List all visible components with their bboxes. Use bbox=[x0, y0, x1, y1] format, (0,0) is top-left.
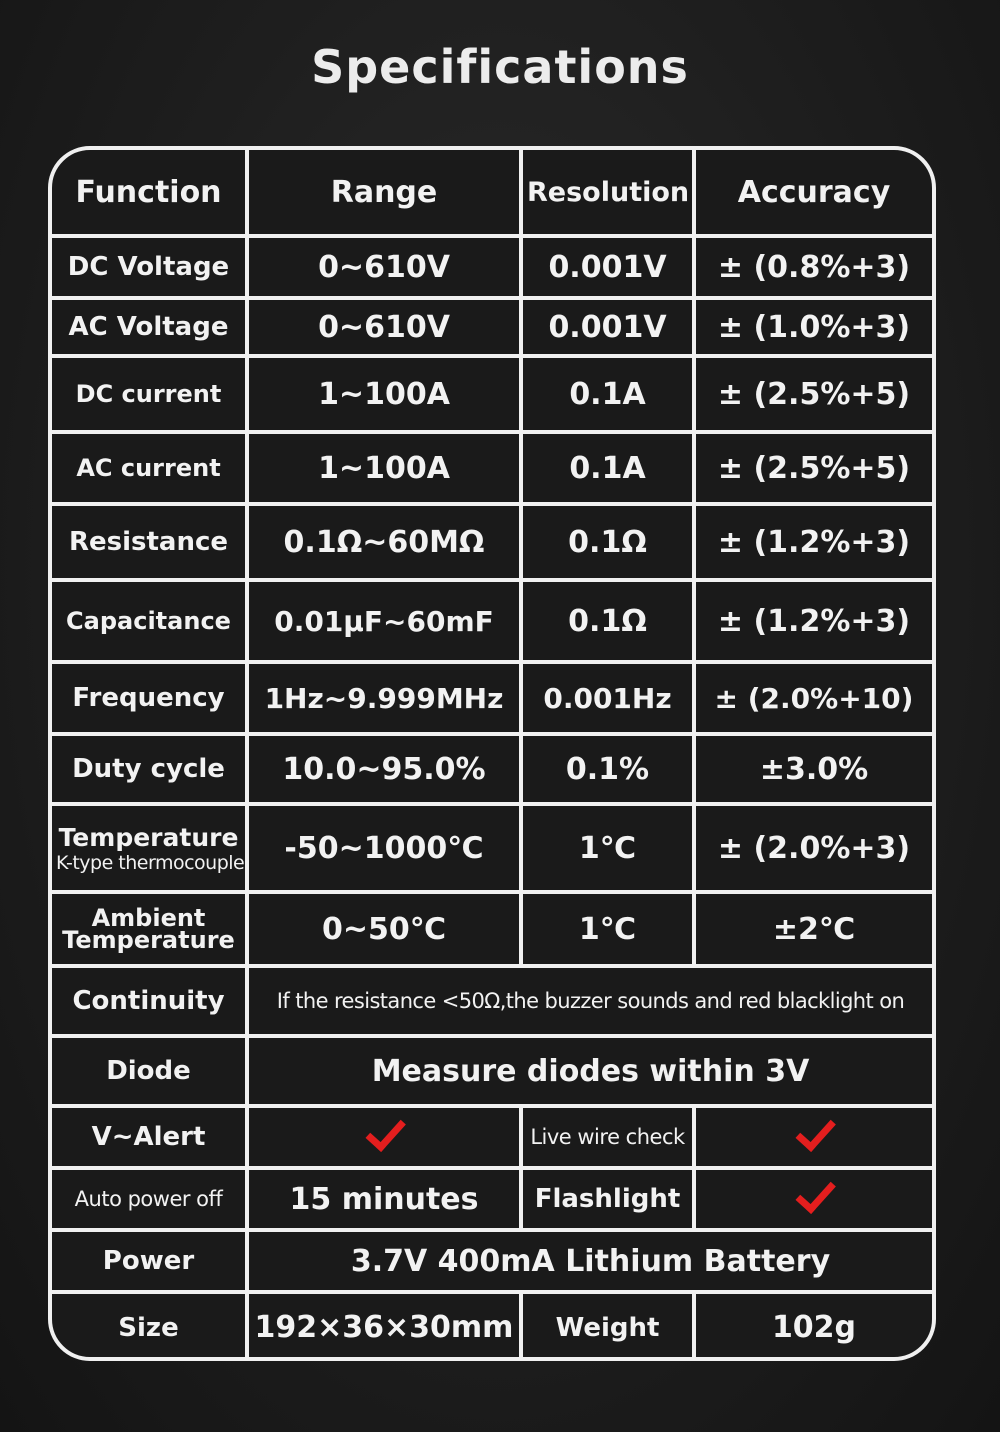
header-function: Function bbox=[52, 150, 247, 236]
table-header-row bbox=[52, 150, 932, 236]
function-cell: DC current bbox=[52, 356, 247, 432]
resolution-cell: 0.1% bbox=[521, 734, 694, 804]
resolution-cell: 0.1Ω bbox=[521, 580, 694, 662]
resolution-cell: 0.1A bbox=[521, 356, 694, 432]
continuity-description: If the resistance <50Ω,the buzzer sounds and red blacklight on bbox=[247, 966, 932, 1036]
range-cell: 0~610V bbox=[247, 236, 521, 298]
accuracy-cell: ± (2.0%+3) bbox=[694, 804, 932, 892]
range-cell: -50~1000℃ bbox=[247, 804, 521, 892]
function-cell: Continuity bbox=[52, 966, 247, 1036]
resolution-cell: 1℃ bbox=[521, 804, 694, 892]
table-row bbox=[52, 504, 932, 580]
table-row bbox=[52, 1230, 932, 1292]
function-label: Ambient bbox=[91, 904, 206, 932]
table-row bbox=[52, 734, 932, 804]
accuracy-cell: ±2℃ bbox=[694, 892, 932, 966]
table-row bbox=[52, 966, 932, 1036]
specifications-table bbox=[48, 146, 936, 1361]
table-row bbox=[52, 662, 932, 734]
accuracy-cell: ± (2.0%+10) bbox=[694, 662, 932, 734]
function-label: Temperature bbox=[62, 926, 235, 954]
resolution-cell: 0.001Hz bbox=[521, 662, 694, 734]
table-row bbox=[52, 892, 932, 966]
resolution-cell: 0.1Ω bbox=[521, 504, 694, 580]
accuracy-cell: ± (0.8%+3) bbox=[694, 236, 932, 298]
table-row bbox=[52, 580, 932, 662]
table-row bbox=[52, 236, 932, 298]
function-cell: Diode bbox=[52, 1036, 247, 1106]
table-row bbox=[52, 1168, 932, 1230]
power-value: 3.7V 400mA Lithium Battery bbox=[247, 1230, 932, 1292]
live-wire-label: Live wire check bbox=[521, 1106, 694, 1168]
function-cell: Resistance bbox=[52, 504, 247, 580]
function-cell: Power bbox=[52, 1230, 247, 1292]
accuracy-cell: ± (1.2%+3) bbox=[694, 504, 932, 580]
table-row bbox=[52, 804, 932, 892]
table-row bbox=[52, 356, 932, 432]
accuracy-cell: ± (2.5%+5) bbox=[694, 356, 932, 432]
range-cell: 1~100A bbox=[247, 356, 521, 432]
resolution-cell: 0.001V bbox=[521, 298, 694, 356]
accuracy-cell: ± (2.5%+5) bbox=[694, 432, 932, 504]
function-cell: AC Voltage bbox=[52, 298, 247, 356]
header-accuracy: Accuracy bbox=[694, 150, 932, 236]
weight-value: 102g bbox=[694, 1292, 932, 1361]
function-cell: Duty cycle bbox=[52, 734, 247, 804]
range-cell: 0~610V bbox=[247, 298, 521, 356]
range-cell: 0.1Ω~60MΩ bbox=[247, 504, 521, 580]
accuracy-cell: ± (1.2%+3) bbox=[694, 580, 932, 662]
range-cell: 1Hz~9.999MHz bbox=[247, 662, 521, 734]
header-resolution: Resolution bbox=[521, 150, 694, 236]
function-cell: AC current bbox=[52, 432, 247, 504]
function-cell bbox=[52, 892, 247, 966]
resolution-cell: 1℃ bbox=[521, 892, 694, 966]
function-cell: Size bbox=[52, 1292, 247, 1361]
header-range: Range bbox=[247, 150, 521, 236]
function-label: Temperature bbox=[58, 822, 239, 852]
function-cell bbox=[52, 804, 247, 892]
accuracy-cell: ± (1.0%+3) bbox=[694, 298, 932, 356]
function-cell: Capacitance bbox=[52, 580, 247, 662]
table-row bbox=[52, 1106, 932, 1168]
live-wire-value bbox=[694, 1106, 932, 1168]
check-icon bbox=[795, 1172, 835, 1214]
function-sublabel: K-type thermocouple bbox=[56, 851, 245, 874]
range-cell: 10.0~95.0% bbox=[247, 734, 521, 804]
function-cell: V~Alert bbox=[52, 1106, 247, 1168]
function-cell: Frequency bbox=[52, 662, 247, 734]
accuracy-cell: ±3.0% bbox=[694, 734, 932, 804]
resolution-cell: 0.001V bbox=[521, 236, 694, 298]
range-cell: 0~50℃ bbox=[247, 892, 521, 966]
table-row bbox=[52, 432, 932, 504]
function-cell: Auto power off bbox=[52, 1168, 247, 1230]
function-cell: DC Voltage bbox=[52, 236, 247, 298]
diode-description: Measure diodes within 3V bbox=[247, 1036, 932, 1106]
resolution-cell: 0.1A bbox=[521, 432, 694, 504]
size-value: 192×36×30mm bbox=[247, 1292, 521, 1361]
weight-label: Weight bbox=[521, 1292, 694, 1361]
table-row bbox=[52, 1292, 932, 1361]
check-icon bbox=[795, 1110, 835, 1152]
range-cell: 1~100A bbox=[247, 432, 521, 504]
table-row bbox=[52, 298, 932, 356]
flashlight-label: Flashlight bbox=[521, 1168, 694, 1230]
table-row bbox=[52, 1036, 932, 1106]
auto-power-off-value: 15 minutes bbox=[247, 1168, 521, 1230]
page-title: Specifications bbox=[311, 40, 689, 94]
flashlight-value bbox=[694, 1168, 932, 1230]
range-cell: 0.01μF~60mF bbox=[247, 580, 521, 662]
v-alert-value bbox=[247, 1106, 521, 1168]
check-icon bbox=[365, 1110, 405, 1152]
